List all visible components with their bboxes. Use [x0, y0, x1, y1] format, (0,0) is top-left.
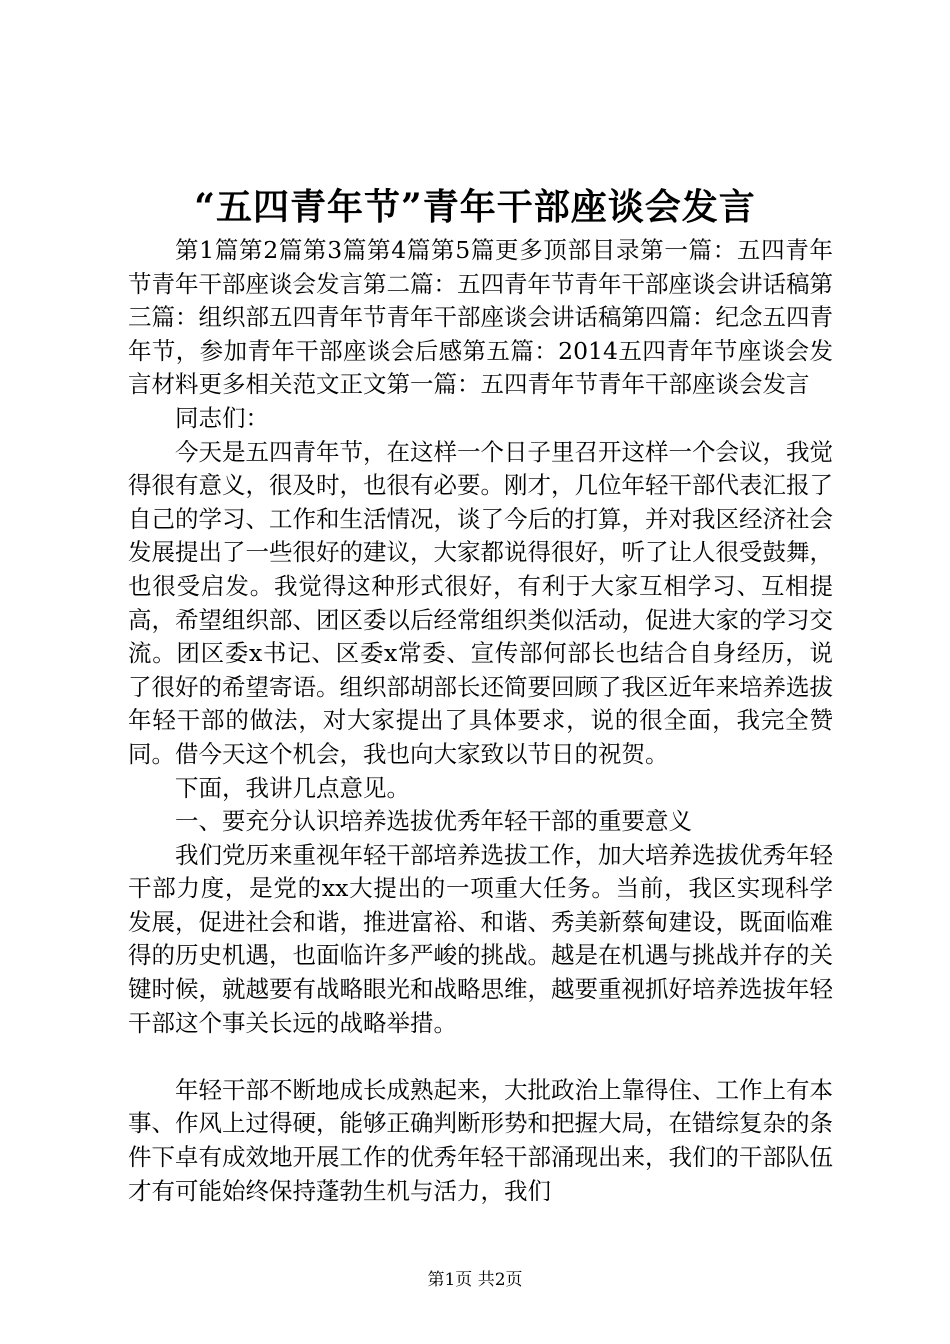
salutation-paragraph: 同志们：: [175, 403, 269, 432]
document-title: “五四青年节”青年干部座谈会发言: [194, 186, 756, 228]
body-paragraph: 今天是五四青年节，在这样一个日子里召开这样一个会议，我觉得很有意义，很及时，也很有必要。刚才，几位年轻干部代表汇报了自己的学习、工作和生活情况，谈了今后的打算，并对我区经济社会发展提出了一些很好的建议，大家都说得很好，听了让人很受鼓舞，也很受启发。我觉得这种形式很好，有利于大家互相学习、互相提高，希望组织部、团区委以后经常组织类似活动，促进大家的学习交流。团区委x书记、区委x常委、宣传部何部长也结合自身经历，说了很好的希望寄语。组织部胡部长还简要回顾了我区近年来培养选拔年轻干部的做法，对大家提出了具体要求，说的很全面，我完全赞同。借今天这个机会，我也向大家致以节日的祝贺。: [128, 437, 833, 768]
page-number-footer: 第1页 共2页: [427, 1270, 523, 1290]
table-of-contents-paragraph: 第1篇第2篇第3篇第4篇第5篇更多顶部目录第一篇：五四青年节青年干部座谈会发言第二篇：五四青年节青年干部座谈会讲话稿第三篇：组织部五四青年节青年干部座谈会讲话稿第四篇：纪念五四青年节，参加青年干部座谈会后感第五篇：2014五四青年节座谈会发言材料更多相关范文正文第一篇：五四青年节青年干部座谈会发言: [128, 236, 833, 399]
body-paragraph: 年轻干部不断地成长成熟起来，大批政治上靠得住、工作上有本事、作风上过得硬，能够正确判断形势和把握大局，在错综复杂的条件下卓有成效地开展工作的优秀年轻干部涌现出来，我们的干部队伍才有可能始终保持蓬勃生机与活力，我们: [128, 1075, 833, 1205]
body-paragraph: 我们党历来重视年轻干部培养选拔工作，加大培养选拔优秀年轻干部力度，是党的xx大提出的一项重大任务。当前，我区实现科学发展，促进社会和谐，推进富裕、和谐、秀美新蔡甸建设，既面临难得的历史机遇，也面临许多严峻的挑战。越是在机遇与挑战并存的关键时候，就越要有战略眼光和战略思维，越要重视抓好培养选拔年轻干部这个事关长远的战略举措。: [128, 840, 833, 1037]
section-heading: 一、要充分认识培养选拔优秀年轻干部的重要意义: [175, 807, 692, 836]
document-body: [128, 234, 833, 1208]
body-paragraph: 下面，我讲几点意见。: [175, 773, 410, 802]
